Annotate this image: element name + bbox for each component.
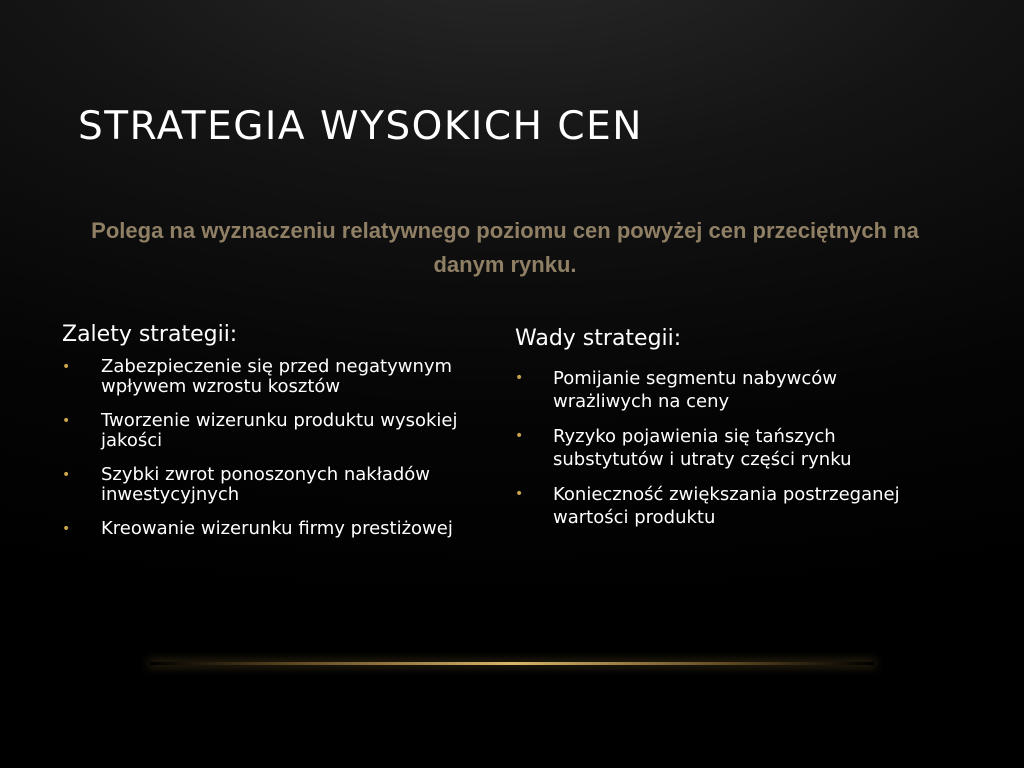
bullet-icon: • — [515, 428, 524, 444]
disadvantages-list — [515, 367, 915, 529]
bullet-icon: • — [515, 370, 524, 386]
bullet-icon: • — [62, 413, 71, 429]
slide-title: STRATEGIA WYSOKICH CEN — [78, 104, 643, 149]
advantage-text: Tworzenie wizerunku produktu wysokiej jakości — [101, 410, 458, 451]
advantages-list — [62, 357, 462, 539]
advantage-item — [62, 357, 462, 397]
bullet-icon: • — [62, 359, 71, 375]
advantages-column — [62, 322, 462, 553]
advantage-text: Kreowanie wizerunku firmy prestiżowej — [101, 518, 453, 539]
advantage-text: Szybki zwrot ponoszonych nakładów inwestycyjnych — [101, 464, 431, 505]
disadvantages-column — [515, 326, 915, 541]
advantage-item — [62, 411, 462, 451]
disadvantage-text: Ryzyko pojawienia się tańszych substytutów i utraty części rynku — [553, 426, 852, 470]
advantage-item — [62, 519, 462, 539]
disadvantage-text: Pomijanie segmentu nabywców wrażliwych na ceny — [553, 368, 837, 412]
disadvantage-text: Konieczność zwiększania postrzeganej wartości produktu — [553, 484, 900, 528]
gold-divider-line — [150, 662, 874, 665]
advantage-item — [62, 465, 462, 505]
bullet-icon: • — [62, 467, 71, 483]
disadvantage-item — [515, 367, 915, 413]
bullet-icon: • — [62, 521, 71, 537]
advantages-heading: Zalety strategii: — [62, 322, 238, 347]
slide-subtitle: Polega na wyznaczeniu relatywnego poziomu cen powyżej cen przeciętnych na danym rynku. — [91, 218, 919, 277]
disadvantages-heading: Wady strategii: — [515, 326, 682, 351]
disadvantage-item — [515, 483, 915, 529]
bullet-icon: • — [515, 486, 524, 502]
advantage-text: Zabezpieczenie się przed negatywnym wpływem wzrostu kosztów — [101, 356, 453, 397]
disadvantage-item — [515, 425, 915, 471]
